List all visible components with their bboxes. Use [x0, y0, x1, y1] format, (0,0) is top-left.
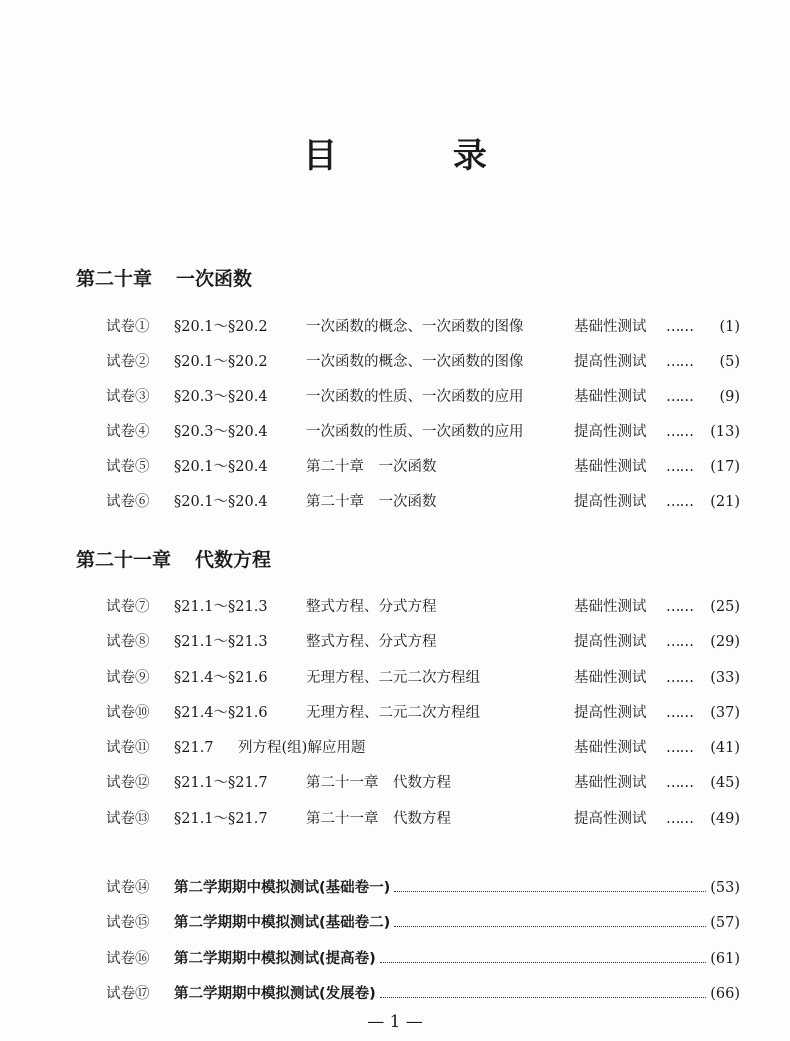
- chapter-number: 第二十一章: [76, 549, 172, 571]
- test-level: 基础性测试: [574, 670, 647, 686]
- test-level: 提高性测试: [574, 634, 647, 650]
- test-level: 基础性测试: [574, 775, 647, 791]
- entry-topic: 第二学期期中模拟测试(基础卷二): [174, 915, 391, 931]
- page-number: (57): [710, 915, 740, 931]
- section-range: §21.1～§21.7: [174, 775, 268, 791]
- leader-dots: ……: [666, 740, 693, 756]
- entry-topic: 第二十章 一次函数: [306, 494, 437, 510]
- paper-label: 试卷⑨: [106, 670, 150, 686]
- page-number: (1): [719, 319, 740, 335]
- toc-entry[interactable]: [106, 491, 740, 513]
- paper-label: 试卷⑥: [106, 494, 150, 510]
- entry-topic: 一次函数的性质、一次函数的应用: [306, 424, 524, 440]
- section-range: §20.1～§20.4: [174, 494, 268, 510]
- page-number: (53): [710, 880, 740, 896]
- paper-label: 试卷①: [106, 319, 150, 335]
- paper-label: 试卷⑯: [106, 951, 150, 967]
- section-range: §20.1～§20.2: [174, 354, 268, 370]
- entry-topic: 列方程(组)解应用题: [238, 740, 366, 756]
- leader-dots: ……: [666, 459, 693, 475]
- leader-dots: [380, 997, 706, 998]
- section-range: §21.1～§21.3: [174, 634, 268, 650]
- chapter-heading: [76, 264, 252, 291]
- toc-entry[interactable]: [106, 772, 740, 794]
- entry-topic: 整式方程、分式方程: [306, 634, 437, 650]
- leader-dots: ……: [666, 424, 693, 440]
- page-number: (61): [710, 951, 740, 967]
- page-footer-number: — 1 —: [367, 1012, 423, 1032]
- leader-dots: ……: [666, 319, 693, 335]
- page-number: (29): [710, 634, 740, 650]
- section-range: §21.4～§21.6: [174, 670, 268, 686]
- toc-entry[interactable]: [106, 596, 740, 618]
- paper-label: 试卷⑧: [106, 634, 150, 650]
- page-number: (17): [710, 459, 740, 475]
- entry-topic: 第二十章 一次函数: [306, 459, 437, 475]
- entry-topic: 第二学期期中模拟测试(发展卷): [174, 986, 376, 1002]
- toc-entry[interactable]: [106, 631, 740, 653]
- paper-label: 试卷⑦: [106, 599, 150, 615]
- paper-label: 试卷⑫: [106, 775, 150, 791]
- entry-topic: 一次函数的概念、一次函数的图像: [306, 354, 524, 370]
- section-range: §20.1～§20.4: [174, 459, 268, 475]
- section-range: §21.7: [174, 740, 214, 756]
- toc-entry[interactable]: [106, 808, 740, 830]
- test-level: 提高性测试: [574, 705, 647, 721]
- page-number: (5): [719, 354, 740, 370]
- paper-label: 试卷⑪: [106, 740, 150, 756]
- leader-dots: ……: [666, 670, 693, 686]
- leader-dots: [394, 891, 706, 892]
- leader-dots: [380, 962, 706, 963]
- leader-dots: ……: [666, 634, 693, 650]
- section-range: §21.1～§21.7: [174, 811, 268, 827]
- paper-label: 试卷⑩: [106, 705, 150, 721]
- paper-label: 试卷⑮: [106, 915, 150, 931]
- chapter-name: 代数方程: [195, 549, 272, 571]
- toc-entry[interactable]: [106, 421, 740, 443]
- paper-label: 试卷⑭: [106, 880, 150, 896]
- toc-entry[interactable]: [106, 316, 740, 338]
- section-range: §21.4～§21.6: [174, 705, 268, 721]
- entry-topic: 一次函数的性质、一次函数的应用: [306, 389, 524, 405]
- page-number: (41): [710, 740, 740, 756]
- test-level: 提高性测试: [574, 424, 647, 440]
- entry-topic: 一次函数的概念、一次函数的图像: [306, 319, 524, 335]
- section-range: §20.3～§20.4: [174, 424, 268, 440]
- toc-entry[interactable]: [106, 702, 740, 724]
- leader-dots: ……: [666, 811, 693, 827]
- midterm-entry[interactable]: [106, 877, 740, 899]
- page-number: (13): [710, 424, 740, 440]
- entry-topic: 第二学期期中模拟测试(提高卷): [174, 951, 376, 967]
- section-range: §21.1～§21.3: [174, 599, 268, 615]
- paper-label: 试卷⑰: [106, 986, 150, 1002]
- section-range: §20.3～§20.4: [174, 389, 268, 405]
- test-level: 基础性测试: [574, 740, 647, 756]
- test-level: 基础性测试: [574, 459, 647, 475]
- leader-dots: [394, 926, 706, 927]
- paper-label: 试卷④: [106, 424, 150, 440]
- leader-dots: ……: [666, 389, 693, 405]
- leader-dots: ……: [666, 494, 693, 510]
- toc-entry[interactable]: [106, 737, 740, 759]
- test-level: 提高性测试: [574, 494, 647, 510]
- leader-dots: ……: [666, 599, 693, 615]
- page-title: 目 录: [303, 136, 539, 176]
- toc-entry[interactable]: [106, 456, 740, 478]
- chapter-heading: [76, 545, 271, 572]
- page-number: (37): [710, 705, 740, 721]
- test-level: 提高性测试: [574, 811, 647, 827]
- test-level: 基础性测试: [574, 389, 647, 405]
- midterm-entry[interactable]: [106, 912, 740, 934]
- leader-dots: ……: [666, 775, 693, 791]
- toc-entry[interactable]: [106, 351, 740, 373]
- test-level: 提高性测试: [574, 354, 647, 370]
- page-number: (21): [710, 494, 740, 510]
- paper-label: 试卷⑬: [106, 811, 150, 827]
- page-number: (45): [710, 775, 740, 791]
- paper-label: 试卷③: [106, 389, 150, 405]
- toc-entry[interactable]: [106, 667, 740, 689]
- leader-dots: ……: [666, 354, 693, 370]
- midterm-entry[interactable]: [106, 948, 740, 970]
- entry-topic: 第二十一章 代数方程: [306, 811, 451, 827]
- paper-label: 试卷②: [106, 354, 150, 370]
- test-level: 基础性测试: [574, 319, 647, 335]
- leader-dots: ……: [666, 705, 693, 721]
- entry-topic: 第二十一章 代数方程: [306, 775, 451, 791]
- entry-topic: 第二学期期中模拟测试(基础卷一): [174, 880, 391, 896]
- page-number: (25): [710, 599, 740, 615]
- paper-label: 试卷⑤: [106, 459, 150, 475]
- page-number: (33): [710, 670, 740, 686]
- test-level: 基础性测试: [574, 599, 647, 615]
- page-number: (9): [719, 389, 740, 405]
- page-number: (49): [710, 811, 740, 827]
- entry-topic: 无理方程、二元二次方程组: [306, 705, 480, 721]
- entry-topic: 整式方程、分式方程: [306, 599, 437, 615]
- entry-topic: 无理方程、二元二次方程组: [306, 670, 480, 686]
- toc-entry[interactable]: [106, 386, 740, 408]
- chapter-name: 一次函数: [176, 268, 253, 290]
- chapter-number: 第二十章: [76, 268, 153, 290]
- midterm-entry[interactable]: [106, 983, 740, 1005]
- page-number: (66): [710, 986, 740, 1002]
- section-range: §20.1～§20.2: [174, 319, 268, 335]
